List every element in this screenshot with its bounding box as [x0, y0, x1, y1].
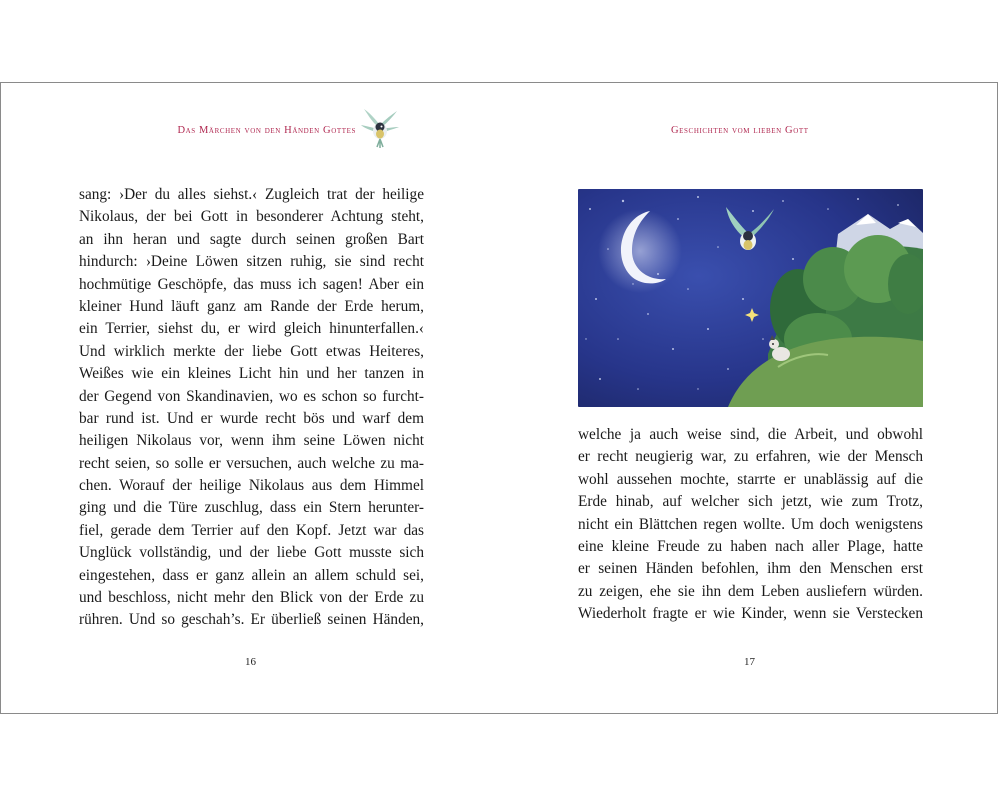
running-head-left: Das Märchen von den Händen Gottes — [177, 125, 356, 136]
right-body-text — [578, 424, 923, 626]
night-sky-illustration — [578, 189, 923, 407]
text-line: nicht ein Blättchen regen wollte. Um doch wenigstens — [578, 515, 923, 533]
text-line: Unglück vollständig, und der liebe Gott musste sich — [79, 544, 424, 562]
text-line: Erde hinab, auf welcher sich jetzt, wie zum Trotz, — [578, 493, 923, 511]
bird-vignette-icon — [361, 107, 399, 149]
text-line: recht seien, so solle er versuchen, auch welche zu ma- — [79, 454, 424, 472]
running-head-right: Geschichten vom lieben Gott — [671, 125, 809, 136]
text-line: und beschloss, nicht mehr den Blick von der Erde zu — [79, 589, 424, 607]
text-line: heiligen Nikolaus vor, wenn ihm seine Löwen nicht — [79, 432, 424, 450]
text-line: bar rund ist. Und er wurde recht bös und warf dem — [79, 409, 424, 427]
text-line: Und wirklich merkte der liebe Gott etwas Heiteres, — [79, 342, 424, 360]
text-line: Weißes wie ein kleines Licht hin und her tanzen in — [79, 365, 424, 383]
text-line: ging und die Türe zuschlug, dass ein Stern herunter- — [79, 499, 424, 517]
text-line: Wiederholt fragte er wie Kinder, wenn sie Verstecken — [578, 605, 923, 623]
text-line: fiel, gerade dem Terrier auf den Kopf. Jetzt war das — [79, 521, 424, 539]
text-line: der Gegend von Skandinavien, wo es schon so furcht- — [79, 387, 424, 405]
text-line: hochmütige Geschöpfe, das muss ich sagen! Aber ein — [79, 275, 424, 293]
right-page — [500, 83, 999, 713]
text-line: kleiner Hund läuft ganz am Rande der Erde herum, — [79, 297, 424, 315]
page-number-right: 17 — [744, 656, 755, 668]
text-line: welche ja auch weise sind, die Arbeit, und obwohl — [578, 426, 923, 443]
text-line: eingestehen, dass er ganz allein an allem schuld sei, — [79, 566, 424, 584]
text-line: Nikolaus, der bei Gott in besonderer Achtung steht, — [79, 208, 424, 226]
text-line: er seinen Händen befohlen, ihm den Menschen erst — [578, 560, 923, 578]
text-line: eine kleine Freude zu haben nach aller Plage, hatte — [578, 537, 923, 555]
text-line: sang: ›Der du alles siehst.‹ Zugleich trat der heilige — [79, 186, 424, 203]
book-spread — [0, 82, 998, 714]
text-line: ein Terrier, siehst du, er wird gleich hinunterfallen.‹ — [79, 320, 424, 338]
text-line: rühren. Und so geschah’s. Er überließ seinen Händen, — [79, 611, 424, 629]
text-line: chen. Worauf der heilige Nikolaus aus dem Himmel — [79, 477, 424, 495]
left-body-text — [79, 184, 424, 632]
text-line: hindurch: ›Deine Löwen sitzen ruhig, sie sind recht — [79, 253, 424, 271]
text-line: zu zeigen, ehe sie ihn dem Leben ausliefern würden. — [578, 582, 923, 600]
left-page — [1, 83, 500, 713]
text-line: er recht neugierig war, zu erfahren, wie der Mensch — [578, 448, 923, 466]
page-number-left: 16 — [245, 656, 256, 668]
text-line: wohl aussehen mochte, starrte er unablässig auf die — [578, 470, 923, 488]
text-line: an ihn heran und sagte durch seinen großen Bart — [79, 230, 424, 248]
illustration-svg — [578, 189, 923, 407]
